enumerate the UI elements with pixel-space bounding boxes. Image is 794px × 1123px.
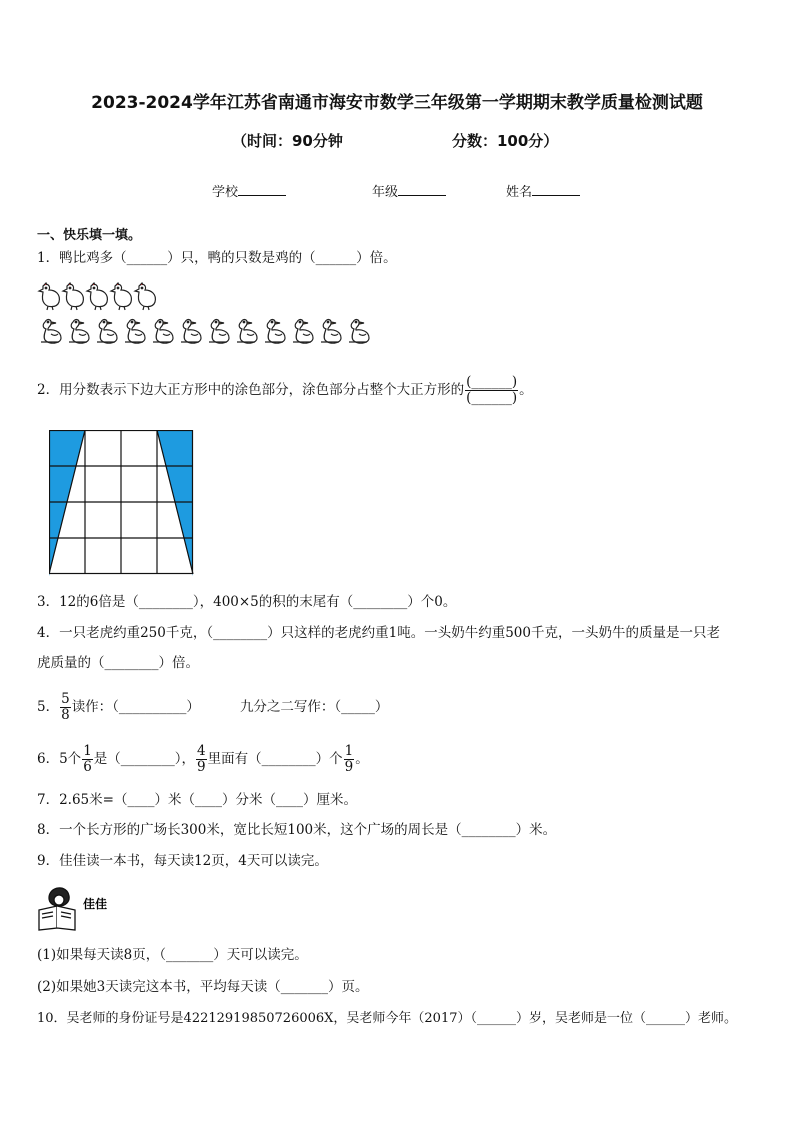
q2-fraction-blank[interactable] bbox=[465, 375, 518, 406]
q5-den: 8 bbox=[61, 707, 70, 723]
question-3: 3．12的6倍是（________），400×5的积的末尾有（________）个0。 bbox=[37, 594, 457, 610]
question-9-2: (2)如果她3天读完这本书，平均每天读（_______）页。 bbox=[37, 979, 369, 995]
duck-icon bbox=[37, 316, 63, 348]
q6-f1-num: 1 bbox=[83, 743, 92, 759]
duck-icon bbox=[233, 316, 259, 348]
chicken-icon bbox=[133, 282, 159, 314]
q6-b: 是（________）， bbox=[93, 751, 196, 767]
exam-time: （时间：90分钟 bbox=[232, 132, 343, 150]
duck-icon bbox=[177, 316, 203, 348]
q5-fraction bbox=[60, 692, 71, 723]
question-5 bbox=[37, 692, 388, 723]
duck-icon bbox=[121, 316, 147, 348]
duck-icon bbox=[93, 316, 119, 348]
q6-frac1 bbox=[82, 744, 93, 775]
q6-c: 里面有（________）个 bbox=[207, 751, 343, 767]
duck-icon bbox=[317, 316, 343, 348]
q6-a: 6．5个 bbox=[37, 751, 82, 767]
shaded-square-grid bbox=[49, 430, 195, 576]
chicken-icon bbox=[61, 282, 87, 314]
grade-label: 年级 bbox=[372, 185, 399, 200]
q5-prefix: 5． bbox=[37, 699, 60, 715]
duck-icon bbox=[261, 316, 287, 348]
q2-den: (______) bbox=[466, 390, 518, 406]
question-8: 8．一个长方形的广场长300米，宽比长短100米，这个广场的周长是（________）米。 bbox=[37, 822, 557, 838]
q6-d: 。 bbox=[355, 751, 369, 767]
q2-num: (______) bbox=[466, 374, 518, 390]
school-label: 学校 bbox=[212, 185, 239, 200]
question-4-line2: 虎质量的（________）倍。 bbox=[37, 655, 199, 671]
grade-blank[interactable] bbox=[398, 183, 446, 196]
q6-frac2 bbox=[196, 744, 207, 775]
birds-illustration bbox=[37, 282, 377, 352]
question-2 bbox=[37, 375, 533, 406]
q5-read: 读作：（__________） bbox=[71, 699, 200, 715]
girl-label: 佳佳 bbox=[83, 897, 108, 911]
question-10: 10．吴老师的身份证号是42212919850726006X，吴老师今年（2017）（______）岁，吴老师是一位（______）老师。 bbox=[37, 1011, 737, 1026]
q6-frac3 bbox=[344, 744, 355, 775]
chicken-icon bbox=[109, 282, 135, 314]
q6-f3-den: 9 bbox=[344, 759, 354, 775]
chicken-icon bbox=[85, 282, 111, 314]
question-7: 7．2.65米=（____）米（____）分米（____）厘米。 bbox=[37, 792, 357, 808]
question-1: 1．鸭比鸡多（______）只，鸭的只数是鸡的（______）倍。 bbox=[37, 250, 397, 266]
name-label: 姓名 bbox=[506, 185, 533, 200]
q6-f2-num: 4 bbox=[197, 743, 206, 759]
duck-icon bbox=[345, 316, 371, 348]
q6-f3-num: 1 bbox=[344, 743, 354, 759]
question-9: 9．佳佳读一本书，每天读12页，4天可以读完。 bbox=[37, 853, 328, 869]
section-heading: 一、快乐填一填。 bbox=[37, 228, 142, 243]
question-4-line1: 4．一只老虎约重250千克，（________）只这样的老虎约重1吨。一头奶牛约重500千克，一头奶牛的质量是一只老 bbox=[37, 625, 720, 641]
q6-f2-den: 9 bbox=[197, 759, 206, 775]
question-6 bbox=[37, 744, 369, 775]
grade-field bbox=[372, 181, 446, 200]
name-blank[interactable] bbox=[532, 183, 580, 196]
school-blank[interactable] bbox=[238, 183, 286, 196]
page-title: 2023-2024学年江苏省南通市海安市数学三年级第一学期期末教学质量检测试题 bbox=[91, 93, 703, 113]
duck-icon bbox=[149, 316, 175, 348]
duck-icon bbox=[289, 316, 315, 348]
exam-score: 分数：100分） bbox=[452, 132, 559, 150]
duck-icon bbox=[205, 316, 231, 348]
chicken-icon bbox=[37, 282, 63, 314]
girl-reading-illustration bbox=[37, 880, 117, 932]
q6-f1-den: 6 bbox=[83, 759, 92, 775]
q2-text: 2．用分数表示下边大正方形中的涂色部分，涂色部分占整个大正方形的 bbox=[37, 382, 465, 398]
duck-icon bbox=[65, 316, 91, 348]
question-9-1: (1)如果每天读8页，（_______）天可以读完。 bbox=[37, 947, 308, 963]
q5-write: 九分之二写作：（_____） bbox=[239, 699, 389, 715]
q2-end: 。 bbox=[519, 382, 533, 398]
name-field bbox=[506, 181, 580, 200]
school-field bbox=[212, 181, 286, 200]
q5-num: 5 bbox=[61, 691, 70, 707]
